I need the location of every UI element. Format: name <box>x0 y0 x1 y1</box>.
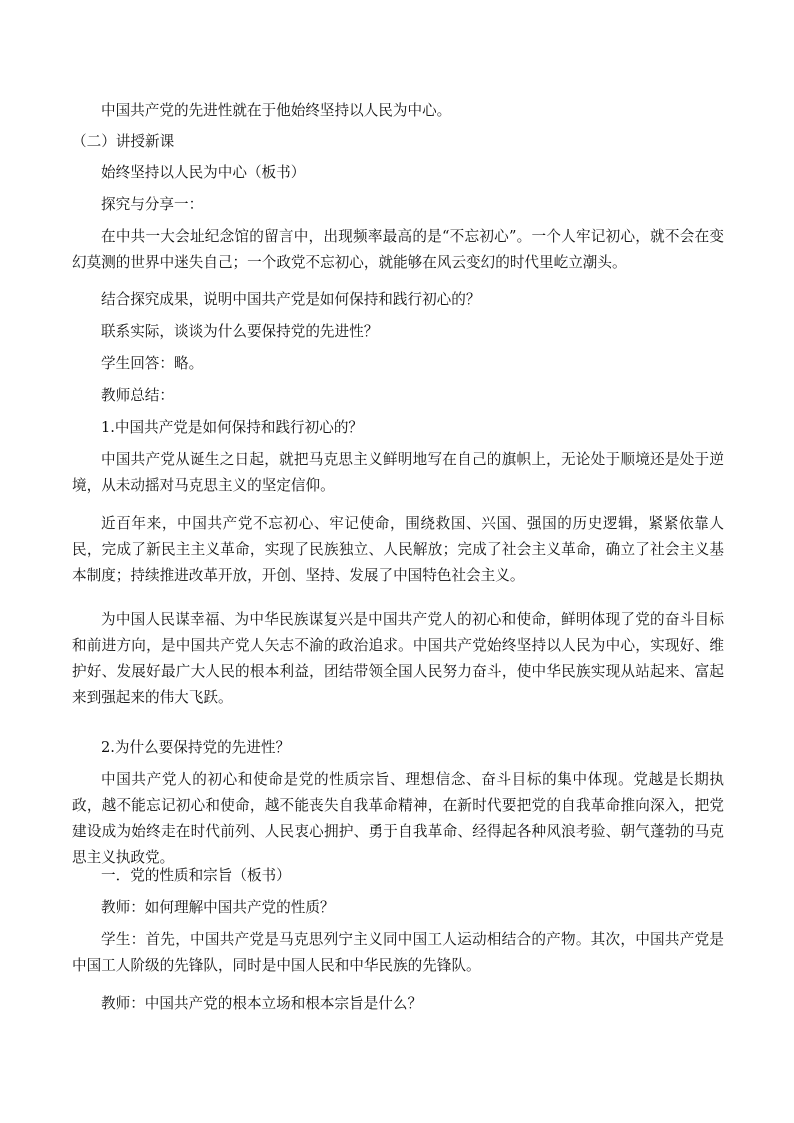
board-note: 始终坚持以人民为中心（板书） <box>101 164 306 181</box>
paragraph: 教师总结： <box>101 387 174 404</box>
section-heading: （二）讲授新课 <box>72 133 175 150</box>
paragraph: 学生：首先，中国共产党是马克思列宁主义同中国工人运动相结合的产物。其次，中国共产党是中国工人阶级的先锋队，同时是中国人民和中华民族的先锋队。 <box>72 931 724 974</box>
question: 教师：如何理解中国共产党的性质？ <box>101 899 335 916</box>
question: 联系实际，谈谈为什么要保持党的先进性？ <box>101 323 379 340</box>
paragraph: 近百年来，中国共产党不忘初心、牢记使命，围绕救国、兴国、强国的历史逻辑，紧紧依靠人民，完成了新民主主义革命，实现了民族独立、人民解放；完成了社会主义革命，确立了社会主义基本制度；持续推进改革开放，开创、坚持、发展了中国特色社会主义。 <box>72 515 724 584</box>
paragraph: 中国共产党的先进性就在于他始终坚持以人民为中心。 <box>101 102 452 119</box>
question: 结合探究成果，说明中国共产党是如何保持和践行初心的？ <box>101 291 481 308</box>
numbered-heading: 1.中国共产党是如何保持和践行初心的？ <box>101 419 364 436</box>
paragraph: 在中共一大会址纪念馆的留言中，出现频率最高的是“不忘初心”。一个人牢记初心，就不会在变幻莫测的世界中迷失自己；一个政党不忘初心，就能够在风云变幻的时代里屹立潮头。 <box>72 228 724 271</box>
numbered-heading: 2.为什么要保持党的先进性？ <box>101 739 291 756</box>
paragraph: 为中国人民谋幸福、为中华民族谋复兴是中国共产党人的初心和使命，鲜明体现了党的奋斗目标和前进方向，是中国共产党人矢志不渝的政治追求。中国共产党始终坚持以人民为中心，实现好、维护好、发展好最广大人民的根本利益，团结带领全国人民努力奋斗，使中华民族实现从站起来、富起来到强起来的伟大飞跃。 <box>72 611 724 706</box>
board-note: 一．党的性质和宗旨（板书） <box>101 867 291 884</box>
paragraph: 学生回答：略。 <box>101 355 204 372</box>
paragraph: 中国共产党从诞生之日起，就把马克思主义鲜明地写在自己的旗帜上，无论处于顺境还是处于逆境，从未动摇对马克思主义的坚定信仰。 <box>72 451 724 494</box>
paragraph: 探究与分享一： <box>101 196 204 213</box>
paragraph: 中国共产党人的初心和使命是党的性质宗旨、理想信念、奋斗目标的集中体现。党越是长期执政，越不能忘记初心和使命，越不能丧失自我革命精神，在新时代要把党的自我革命推向深入，把党建设成为始终走在时代前列、人民衷心拥护、勇于自我革命、经得起各种风浪考验、朝气蓬勃的马克思主义执政党。 <box>72 771 724 866</box>
question: 教师：中国共产党的根本立场和根本宗旨是什么？ <box>101 995 423 1012</box>
